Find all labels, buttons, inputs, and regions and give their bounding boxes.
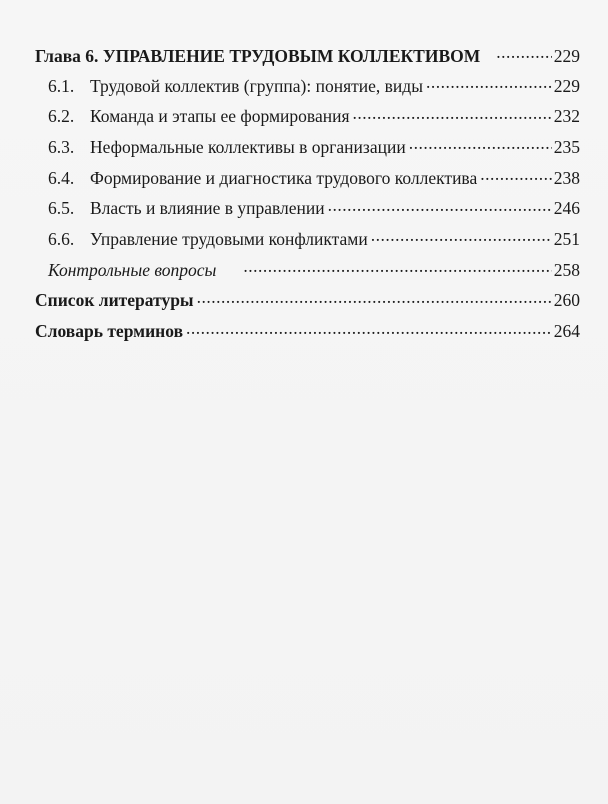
dot-leader: [371, 227, 552, 245]
references-page-number: 260: [553, 290, 580, 311]
dot-leader: [353, 105, 552, 123]
dot-leader: [186, 320, 552, 338]
dot-leader: [496, 44, 551, 62]
section-number: 6.2.: [48, 106, 75, 127]
questions-page-number: 258: [553, 259, 580, 280]
dot-leader: [480, 166, 552, 184]
section-number: 6.1.: [48, 75, 75, 96]
toc-control-questions[interactable]: [35, 258, 580, 289]
section-title: Трудовой коллектив (группа): понятие, виды: [90, 75, 423, 96]
section-title: Управление трудовыми конфликтами: [90, 228, 368, 249]
section-page-number: 238: [553, 167, 580, 188]
dot-leader: [243, 258, 551, 276]
section-page-number: 229: [553, 75, 580, 96]
toc-section-6-2[interactable]: [35, 105, 580, 136]
dot-leader: [328, 197, 552, 215]
toc-section-6-3[interactable]: [35, 135, 580, 166]
dot-leader: [197, 289, 552, 307]
section-title: Неформальные коллективы в организации: [90, 136, 406, 157]
section-page-number: 235: [553, 136, 580, 157]
table-of-contents: [35, 44, 580, 350]
toc-section-6-1[interactable]: [35, 74, 580, 105]
section-number: 6.3.: [48, 136, 75, 157]
section-title: Власть и влияние в управлении: [90, 198, 325, 219]
section-page-number: 246: [553, 198, 580, 219]
toc-chapter-6[interactable]: [35, 44, 580, 74]
dot-leader: [426, 74, 552, 92]
chapter-label: Глава 6.: [35, 45, 99, 66]
toc-section-6-6[interactable]: [35, 227, 580, 258]
section-number: 6.6.: [48, 228, 75, 249]
toc-references[interactable]: [35, 289, 580, 320]
section-title: Команда и этапы ее формирования: [90, 106, 350, 127]
toc-section-6-4[interactable]: [35, 166, 580, 197]
section-page-number: 232: [553, 106, 580, 127]
references-title: Список литературы: [35, 290, 194, 311]
chapter-heading: [35, 45, 481, 66]
section-number: 6.5.: [48, 198, 75, 219]
toc-glossary[interactable]: [35, 320, 580, 351]
glossary-page-number: 264: [553, 321, 580, 341]
chapter-title: УПРАВЛЕНИЕ ТРУДОВЫМ КОЛЛЕКТИВОМ: [102, 45, 481, 66]
toc-section-6-5[interactable]: [35, 197, 580, 228]
glossary-title: Словарь терминов: [35, 321, 184, 341]
section-page-number: 251: [553, 228, 580, 249]
section-title: Формирование и диагностика трудового коллектива: [90, 167, 478, 188]
questions-title: Контрольные вопросы: [48, 259, 217, 280]
dot-leader: [409, 135, 552, 153]
section-number: 6.4.: [48, 167, 75, 188]
chapter-page-number: 229: [553, 45, 580, 66]
